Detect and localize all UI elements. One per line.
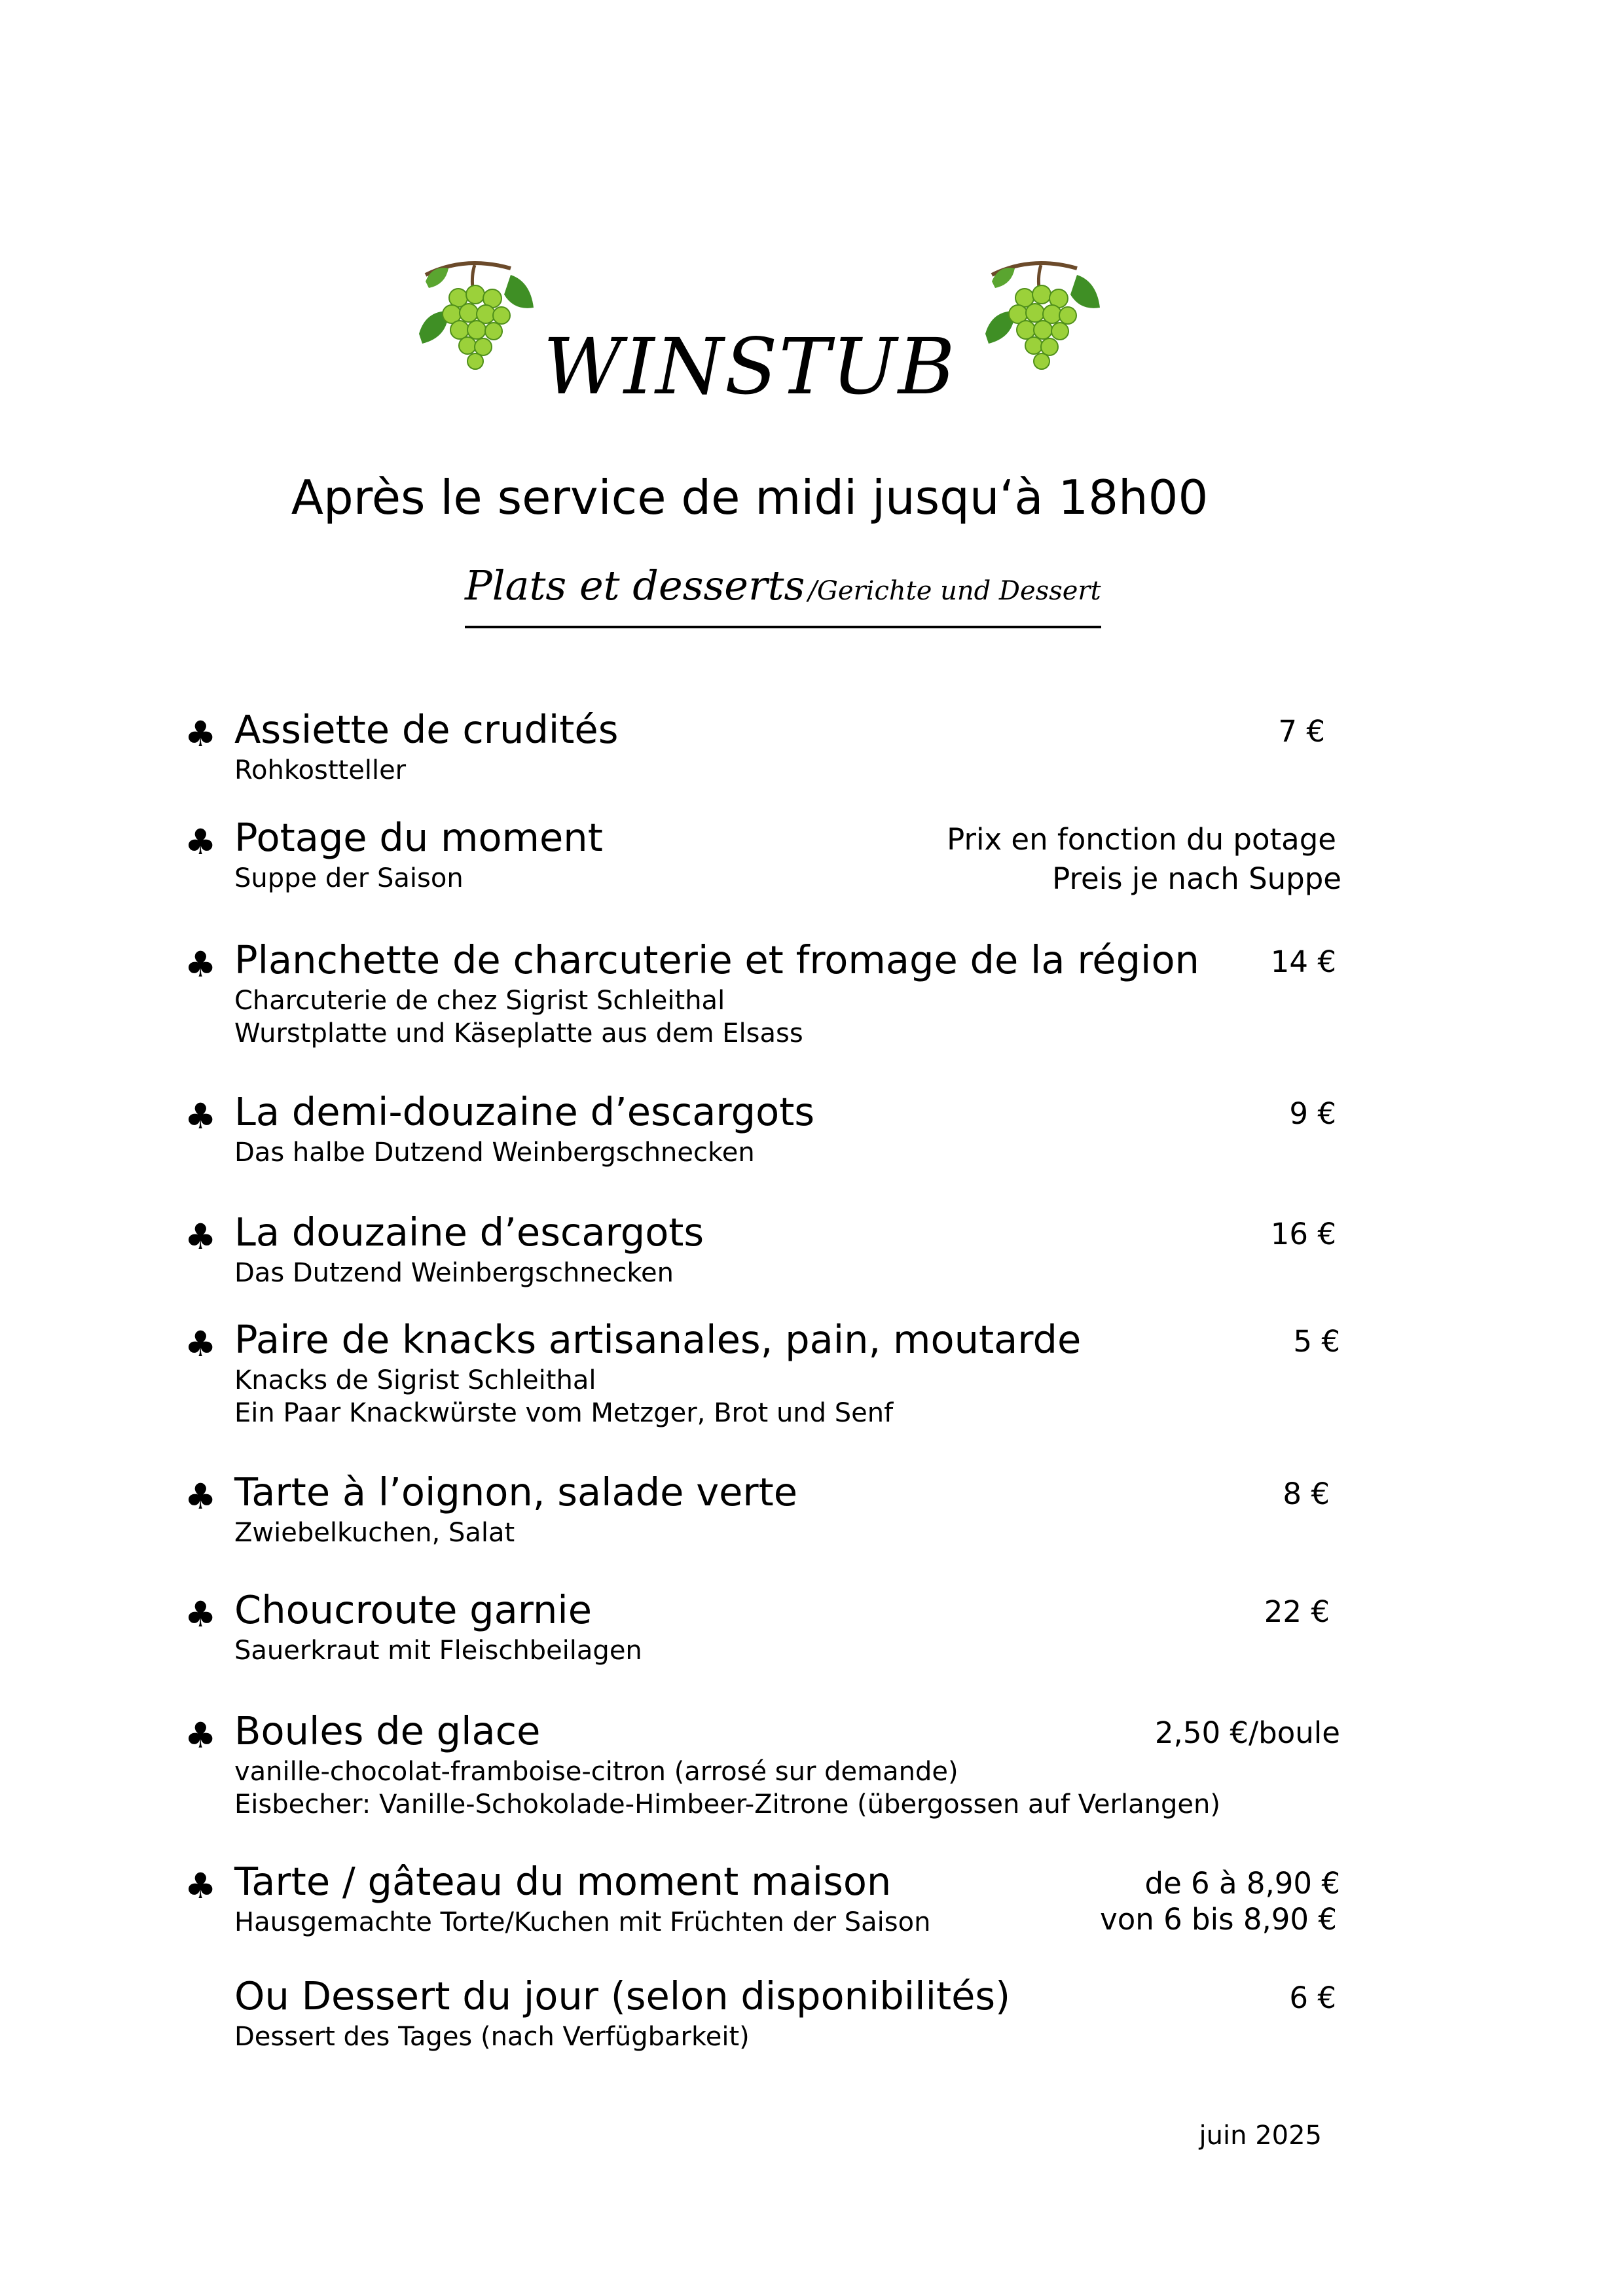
club-bullet-icon: ♣: [185, 1594, 217, 1635]
item-name: Boules de glace: [234, 1708, 541, 1753]
item-name: Tarte / gâteau du moment maison: [234, 1859, 892, 1904]
item-price: Prix en fonction du potage: [947, 822, 1336, 857]
club-bullet-icon: ♣: [185, 1216, 217, 1257]
item-name: Choucroute garnie: [234, 1587, 593, 1632]
page-title: WINSTUB: [543, 321, 957, 412]
item-price: 7 €: [1278, 714, 1325, 749]
item-description-de: Eisbecher: Vanille-Schokolade-Himbeer-Zitrone (übergossen auf Verlangen): [234, 1789, 1220, 1820]
item-price: 2,50 €/boule: [1154, 1715, 1340, 1750]
item-description-de: Wurstplatte und Käseplatte aus dem Elsass: [234, 1018, 803, 1049]
item-description: Zwiebelkuchen, Salat: [234, 1518, 515, 1548]
item-name: La demi-douzaine d’escargots: [234, 1089, 815, 1134]
item-description-de: Ein Paar Knackwürste vom Metzger, Brot und Senf: [234, 1398, 894, 1428]
item-price: 14 €: [1270, 944, 1336, 979]
club-bullet-icon: ♣: [185, 1476, 217, 1517]
item-price: 22 €: [1264, 1594, 1330, 1629]
club-bullet-icon: ♣: [185, 1865, 217, 1907]
item-description: Das halbe Dutzend Weinbergschnecken: [234, 1138, 755, 1168]
item-description: Charcuterie de chez Sigrist Schleithal: [234, 986, 725, 1016]
menu-date: juin 2025: [1199, 2121, 1322, 2151]
item-description: Sauerkraut mit Fleischbeilagen: [234, 1636, 642, 1666]
item-name: Ou Dessert du jour (selon disponibilités): [234, 1973, 1011, 2018]
item-price: 5 €: [1293, 1324, 1340, 1359]
item-description: Hausgemachte Torte/Kuchen mit Früchten der Saison: [234, 1907, 931, 1937]
item-description: Knacks de Sigrist Schleithal: [234, 1365, 596, 1395]
item-description: Suppe der Saison: [234, 863, 464, 893]
item-description: Dessert des Tages (nach Verfügbarkeit): [234, 2022, 750, 2052]
section-heading-de: /Gerichte und Dessert: [808, 576, 1101, 606]
item-description: Rohkostteller: [234, 755, 407, 785]
item-name: La douzaine d’escargots: [234, 1210, 704, 1255]
item-name: Assiette de crudités: [234, 707, 619, 752]
club-bullet-icon: ♣: [185, 713, 217, 755]
item-name: Planchette de charcuterie et fromage de la région: [234, 937, 1199, 982]
item-name: Paire de knacks artisanales, pain, moutarde: [234, 1317, 1082, 1362]
section-heading-fr: Plats et desserts: [465, 562, 805, 609]
club-bullet-icon: ♣: [185, 1715, 217, 1756]
club-bullet-icon: ♣: [185, 1323, 217, 1365]
item-price: de 6 à 8,90 €: [1144, 1866, 1340, 1901]
item-description: vanille-chocolat-framboise-citron (arrosé sur demande): [234, 1757, 958, 1787]
item-price: 9 €: [1289, 1096, 1336, 1131]
item-name: Potage du moment: [234, 815, 603, 860]
club-bullet-icon: ♣: [185, 944, 217, 985]
section-heading: [465, 556, 1101, 628]
item-price: 16 €: [1270, 1217, 1336, 1251]
club-bullet-icon: ♣: [185, 821, 217, 863]
item-description: Das Dutzend Weinbergschnecken: [234, 1258, 674, 1288]
item-price-de: von 6 bis 8,90 €: [1100, 1902, 1337, 1937]
service-hours-subtitle: Après le service de midi jusqu‘à 18h00: [291, 470, 1209, 525]
club-bullet-icon: ♣: [185, 1096, 217, 1137]
item-name: Tarte à l’oignon, salade verte: [234, 1469, 798, 1515]
item-price-de: Preis je nach Suppe: [1052, 861, 1341, 896]
item-price: 8 €: [1283, 1477, 1330, 1511]
item-price: 6 €: [1289, 1981, 1336, 2015]
